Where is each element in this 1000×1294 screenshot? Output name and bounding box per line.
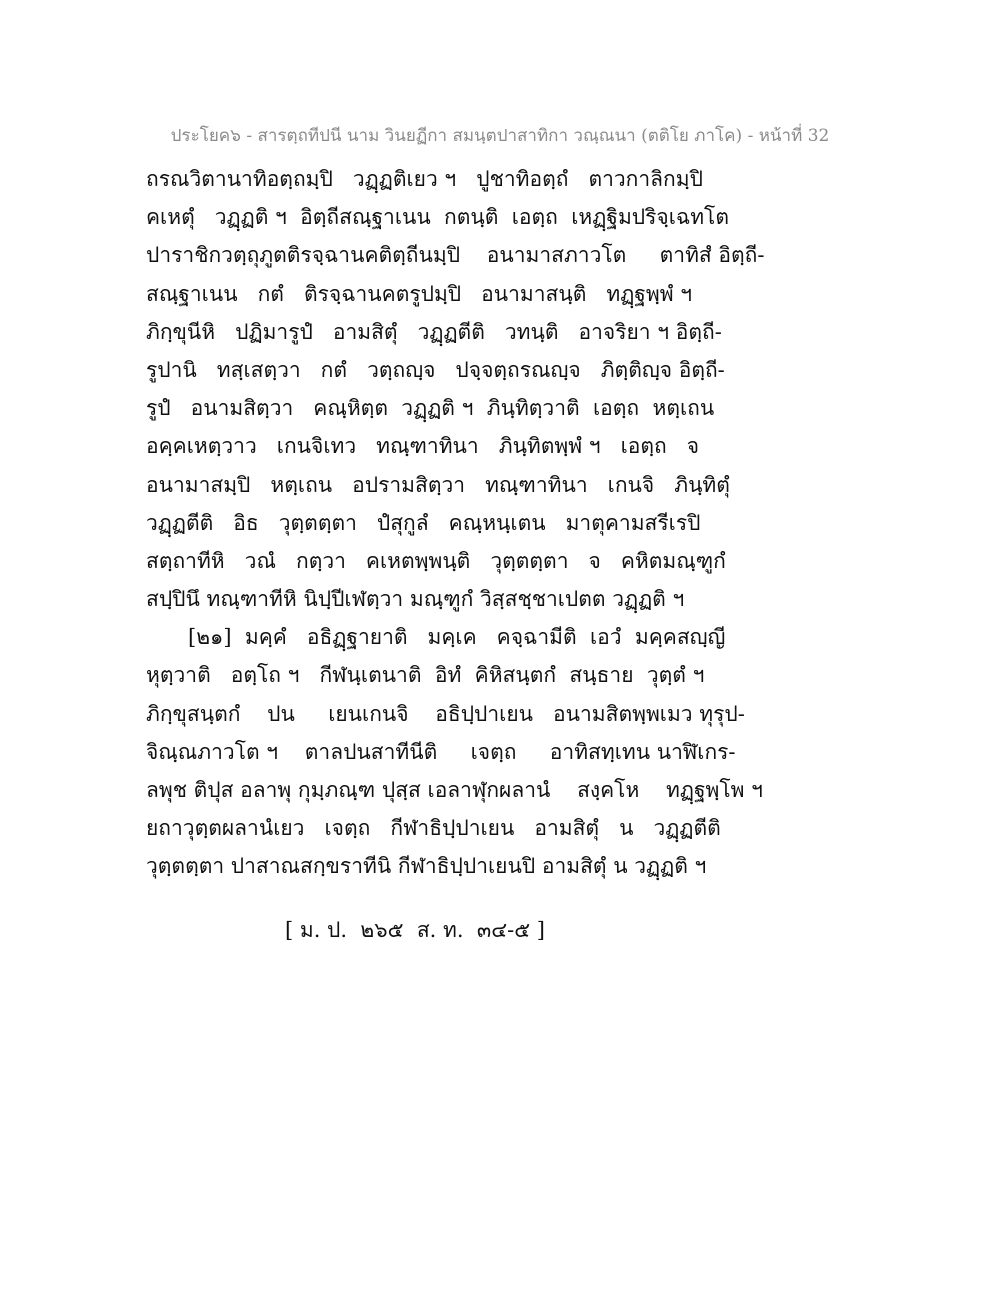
text-line: รูปานิ ทสฺเสตฺวา กตํ วตฺถญฺจ ปจฺจตฺถรณญฺจ ภิตฺติญฺจ อิตฺถี- xyxy=(146,357,725,382)
text-line: สณฺฐาเนน กตํ ติรจฺฉานคตรูปมฺปิ อนามาสนฺติ ทฏฺฐพฺพํ ฯ xyxy=(146,281,693,306)
page-header: ประโยค๖ - สารตฺถทีปนี นาม วินยฏีกา สมนฺตปาสาทิกา วณฺณนา (ตติโย ภาโค) - หน้าที่ 32 xyxy=(170,126,830,146)
text-line: ถรณวิตานาทิอตฺถมฺปิ วฏฺฏติเยว ฯ ปูชาทิอตฺถํ ตาวกาลิกมฺปิ xyxy=(146,167,703,191)
text-line: ภิกฺขุนีหิ ปฏิมารูปํ อามสิตุํ วฏฺฏตีติ วทนฺติ อาจริยา ฯ อิตฺถี- xyxy=(146,319,722,344)
reference-citation: [ ม. ป. ๒๖๕ ส. ท. ๓๔-๕ ] xyxy=(285,918,545,942)
text-line: วุตฺตตฺตา ปาสาณสกฺขราทีนิ กีฬาธิปฺปาเยนปิ อามสิตุํ น วฏฺฏติ ฯ xyxy=(146,854,707,879)
text-line: ปาราชิกวตฺถุภูตติรจฺฉานคติตฺถีนมฺปิ อนามาสภาวโต ตาทิสํ อิตฺถี- xyxy=(146,243,765,268)
text-line: จิณฺณภาวโต ฯ ตาลปนสาทีนีติ เจตฺถ อาทิสทฺเทน นาฬิเกร- xyxy=(146,739,736,764)
body-text xyxy=(146,160,866,886)
text-line: หุตฺวาติ อตฺโถ ฯ กีฬนฺเตนาติ อิทํ คิหิสนฺตกํ สนฺธาย วุตฺตํ ฯ xyxy=(146,663,705,688)
text-line: สปฺปินึ ทณฺฑาทีหิ นิปฺปีเฬตฺวา มณฺฑูกํ วิสฺสชฺชาเปตต วฏฺฏติ ฯ xyxy=(146,587,685,612)
text-line: วฏฺฏตีติ อิธ วุตฺตตฺตา ปํสุกูลํ คณฺหนฺเตน มาตุคามสรีเรปิ xyxy=(146,510,701,535)
text-line: ภิกฺขุสนฺตกํ ปน เยนเกนจิ อธิปฺปาเยน อนามสิตพฺพเมว ทุรุป- xyxy=(146,701,745,726)
text-line: ยถาวุตฺตผลานํเยว เจตฺถ กีฬาธิปฺปาเยน อามสิตุํ น วฏฺฏตีติ xyxy=(146,816,721,841)
paragraph-start-line: [๒๑] มคฺคํ อธิฏฺฐายาติ มคฺเค คจฺฉามีติ เอวํ มคฺคสญฺญี xyxy=(188,625,726,650)
text-line: สตฺถาทีหิ วณํ กตฺวา คเหตพฺพนฺติ วุตฺตตฺตา จ คหิตมณฺฑูกํ xyxy=(146,548,726,573)
text-line: คเหตุํ วฏฺฏติ ฯ อิตฺถีสณฺฐาเนน กตนฺติ เอตฺถ เหฏฺฐิมปริจฺเฉทโต xyxy=(146,205,729,230)
text-line: รูปํ อนามสิตฺวา คณฺหิตฺต วฏฺฏติ ฯ ภินฺทิตฺวาติ เอตฺถ หตฺเถน xyxy=(146,396,715,421)
text-line: อคฺคเหตฺวาว เกนจิเทว ทณฺฑาทินา ภินฺทิตพฺพํ ฯ เอตฺถ จ xyxy=(146,434,700,459)
text-line: ลพุช ติปุส อลาพุ กุมฺภณฺฑ ปุสฺส เอลาฬุกผลานํ สงฺคโห ทฏฺฐพฺโพ ฯ xyxy=(146,778,763,802)
text-line: อนามาสมฺปิ หตฺเถน อปรามสิตฺวา ทณฺฑาทินา เกนจิ ภินฺทิตุํ xyxy=(146,472,730,497)
